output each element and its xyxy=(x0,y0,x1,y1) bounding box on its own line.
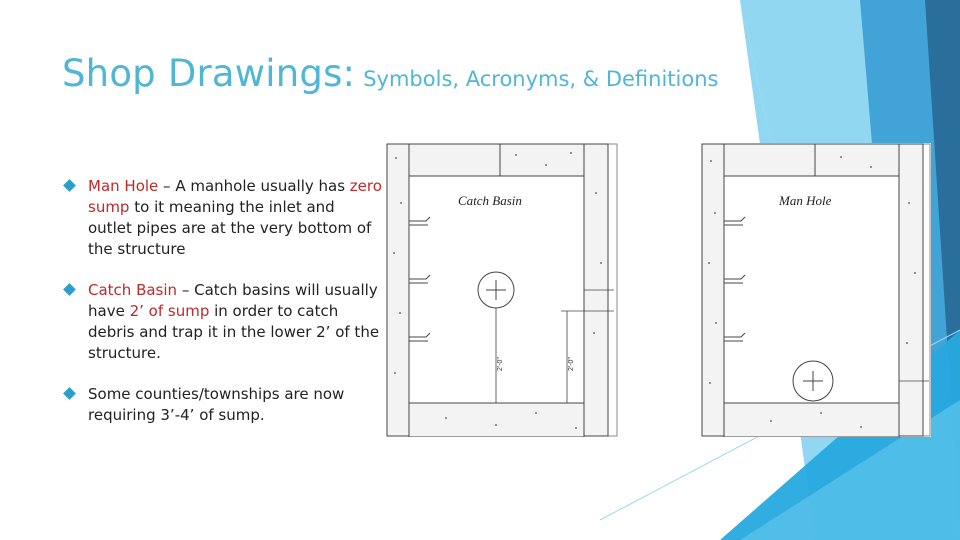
separator: – xyxy=(158,177,176,195)
title-sub: Symbols, Acronyms, & Definitions xyxy=(363,67,719,91)
bullet-counties xyxy=(62,384,382,426)
bullet-list xyxy=(62,176,382,446)
dim-left-label: 2'-0" xyxy=(497,357,504,371)
text-after: in order to catch debris and trap it in the lower 2’ of the structure. xyxy=(88,302,380,362)
bullet-catch-basin xyxy=(62,280,382,364)
diamond-bullet-icon xyxy=(63,387,76,400)
man-hole-drawing xyxy=(701,143,931,437)
separator: – xyxy=(177,281,195,299)
term-catch-basin: Catch Basin xyxy=(88,281,178,299)
term-man-hole: Man Hole xyxy=(88,177,159,195)
man-hole-label: Man Hole xyxy=(779,193,832,208)
catch-basin-label: Catch Basin xyxy=(458,193,522,208)
diamond-bullet-icon xyxy=(63,179,76,192)
man-hole-svg xyxy=(701,143,931,437)
highlight-sump: 2’ of sump xyxy=(129,302,210,320)
text-before: A manhole usually has xyxy=(175,177,350,195)
dim-right-label: 2'-0" xyxy=(568,357,575,371)
catch-basin-svg xyxy=(386,143,618,437)
slide-title xyxy=(62,52,718,95)
bullet-text: Some counties/townships are now requiring 3’-4’ of sump. xyxy=(88,385,345,424)
text-before: Catch basins will usually have xyxy=(88,281,378,320)
title-main: Shop Drawings: xyxy=(62,52,356,95)
diamond-bullet-icon xyxy=(63,283,76,296)
catch-basin-drawing xyxy=(386,143,618,437)
bullet-man-hole xyxy=(62,176,382,260)
highlight-zero-sump: zero sump xyxy=(88,177,382,216)
text-after: to it meaning the inlet and outlet pipes are at the very bottom of the structure xyxy=(88,198,372,258)
